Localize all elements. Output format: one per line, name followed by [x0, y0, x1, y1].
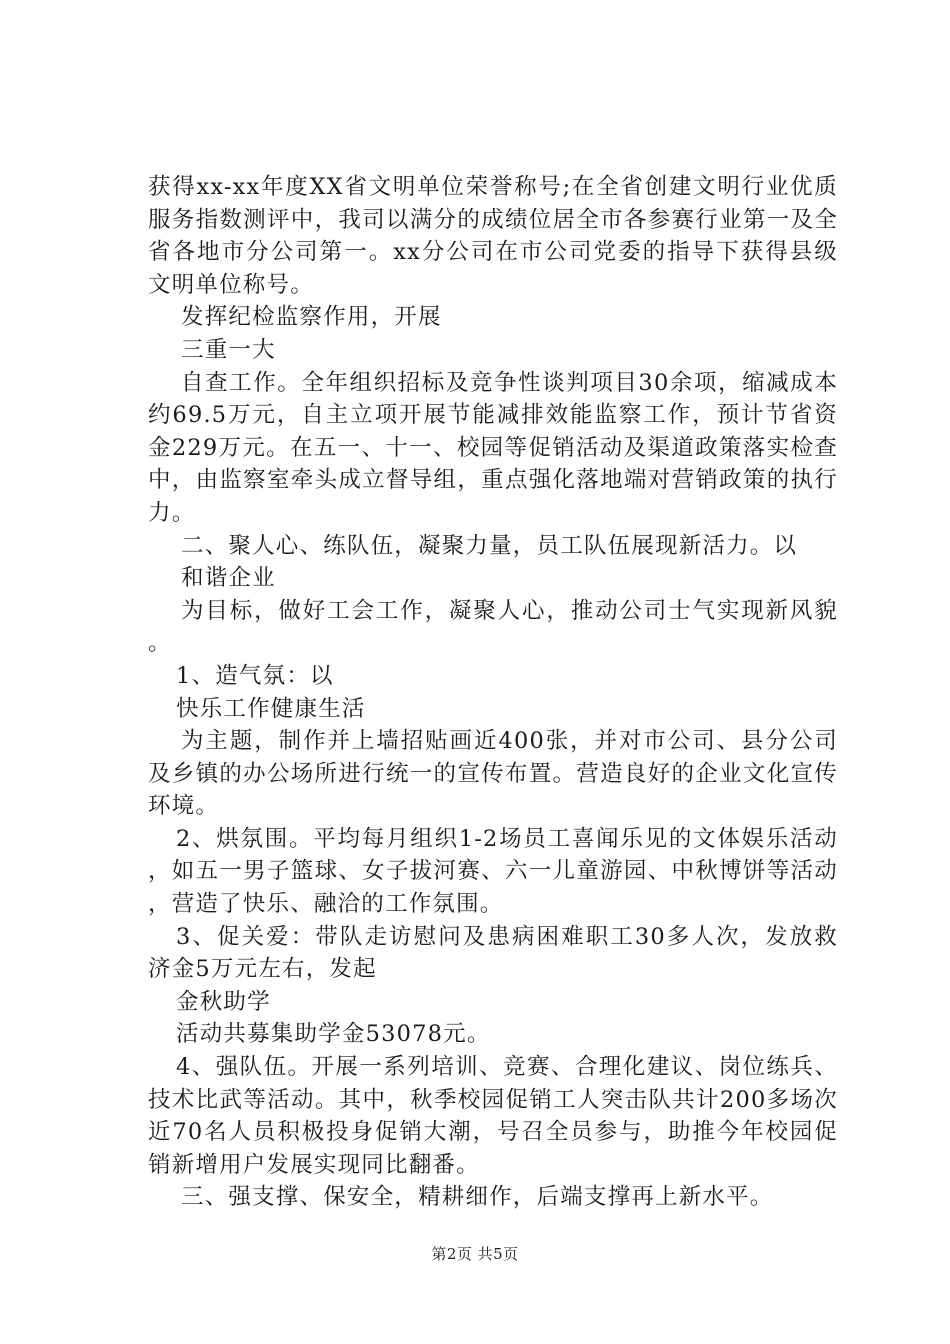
- paragraph-harmony: 和谐企业: [181, 565, 276, 592]
- paragraph-three-major: 三重一大: [181, 336, 276, 363]
- paragraph-honor-title: 获得xx-xx年度XX省文明单位荣誉称号;在全省创建文明行业优质服务指数测评中，我司以满分的成绩位居全市各参赛行业第一及全省各地市分公司第一。xx分公司在市公司党委的指导下获得县级文明单位称号。: [148, 174, 838, 298]
- section-two-heading: 二、聚人心、练队伍，凝聚力量，员工队伍展现新活力。以: [181, 532, 798, 559]
- document-body: [148, 171, 838, 1214]
- paragraph-union-goal: 为目标，做好工会工作，凝聚人心，推动公司士气实现新风貌。: [148, 597, 838, 657]
- section-three-heading: 三、强支撑、保安全，精耕细作，后端支撑再上新水平。: [181, 1184, 774, 1211]
- item-three-care: 3、促关爱：带队走访慰问及患病困难职工30多人次，发放救济金5万元左右，发起: [148, 923, 838, 983]
- paragraph-self-inspection: 自查工作。全年组织招标及竞争性谈判项目30余项，缩减成本约69.5万元，自主立项开展节能减排效能监察工作，预计节省资金229万元。在五一、十一、校园等促销活动及渠道政策落实检查中，由监察室牵头成立督导组，重点强化落地端对营销政策的执行力。: [148, 369, 838, 526]
- paragraph-posters: 为主题，制作并上墙招贴画近400张，并对市公司、县分公司及乡镇的办公场所进行统一的宣传布置。营造良好的企业文化宣传环境。: [148, 728, 838, 820]
- item-four-team: 4、强队伍。开展一系列培训、竞赛、合理化建议、岗位练兵、技术比武等活动。其中，秋季校园促销工人突击队共计200多场次近70名人员积极投身促销大潮，号召全员参与，助推今年校园促销新增用户发展实现同比翻番。: [148, 1054, 838, 1178]
- item-two-ambience: 2、烘氛围。平均每月组织1-2场员工喜闻乐见的文体娱乐活动，如五一男子篮球、女子拔河赛、六一儿童游园、中秋博饼等活动，营造了快乐、融洽的工作氛围。: [148, 825, 838, 918]
- paragraph-happy-work: 快乐工作健康生活: [176, 695, 366, 722]
- page-footer: 第2页 共5页: [431, 1245, 519, 1263]
- paragraph-fund-raised: 活动共募集助学金53078元。: [176, 1021, 491, 1048]
- item-one-atmosphere: 1、造气氛：以: [176, 662, 334, 689]
- paragraph-golden-autumn: 金秋助学: [176, 988, 271, 1015]
- paragraph-discipline-heading: 发挥纪检监察作用，开展: [181, 304, 442, 331]
